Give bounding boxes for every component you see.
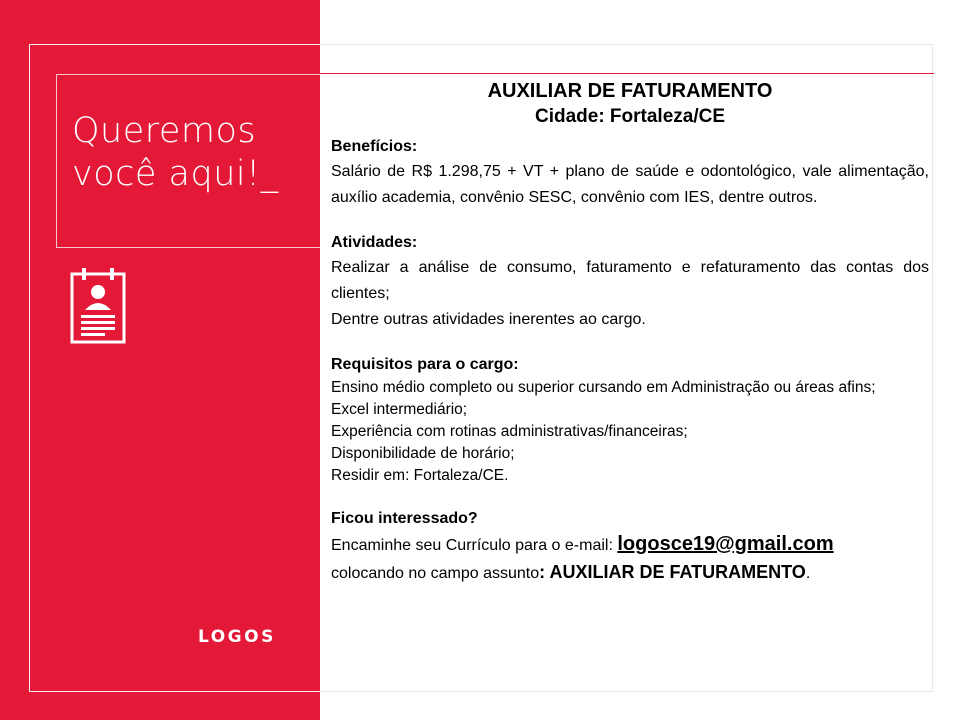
contato-line-1 — [331, 531, 929, 559]
contato-line-2 — [331, 559, 929, 587]
contato-heading: Ficou interessado? — [331, 510, 478, 527]
contact-email-link[interactable]: logosce19@gmail.com — [617, 533, 834, 555]
beneficios-text: Salário de R$ 1.298,75 + VT + plano de saúde e odontológico, vale alimentação, auxílio academia, convênio SESC, convênio com IES, dentre outros. — [331, 163, 929, 206]
top-divider — [320, 73, 934, 74]
job-city: Cidade: Fortaleza/CE — [534, 106, 726, 127]
logos-logo: LOGOS — [198, 627, 276, 647]
tagline — [72, 110, 279, 196]
requisitos-item: Experiência com rotinas administrativas/financeiras; — [331, 423, 688, 440]
job-posting — [331, 78, 929, 587]
atividades-heading: Atividades: — [331, 234, 418, 251]
requisitos-heading: Requisitos para o cargo: — [331, 356, 519, 373]
contato-line-2-colon: : — [539, 562, 550, 582]
atividades-item: Dentre outras atividades inerentes ao cargo. — [331, 311, 646, 328]
resume-clipboard-icon — [70, 266, 126, 344]
contato-line-2-text: colocando no campo assunto — [331, 565, 540, 582]
requisitos-item: Disponibilidade de horário; — [331, 445, 515, 462]
requisitos-item: Ensino médio completo ou superior cursando em Administração ou áreas afins; — [331, 379, 876, 396]
contato-line-1-text: Encaminhe seu Currículo para o e-mail: — [331, 537, 618, 554]
beneficios-heading: Benefícios: — [331, 138, 418, 155]
atividades-item: Realizar a análise de consumo, faturamento e refaturamento das contas dos clientes; — [331, 259, 929, 302]
tagline-line-2: você aqui!_ — [72, 154, 279, 194]
tagline-line-1: Queremos — [72, 111, 257, 151]
contato-line-2-end: . — [805, 565, 811, 582]
requisitos-item: Excel intermediário; — [331, 401, 468, 418]
email-subject: AUXILIAR DE FATURAMENTO — [549, 562, 806, 582]
job-title: AUXILIAR DE FATURAMENTO — [487, 80, 773, 102]
requisitos-item: Residir em: Fortaleza/CE. — [331, 467, 509, 484]
